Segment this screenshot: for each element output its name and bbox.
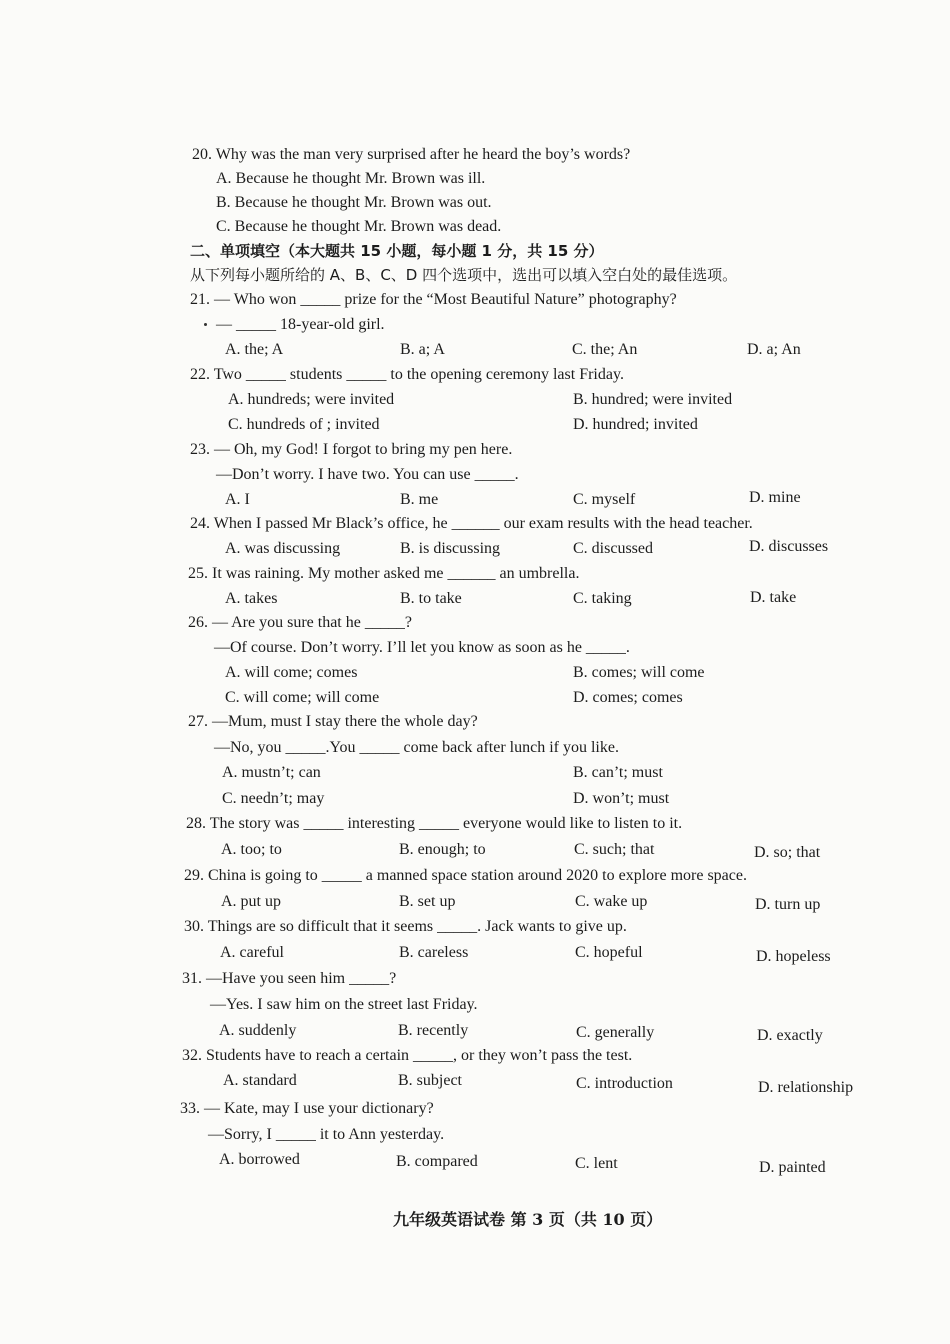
q28-option-a: A. too; to <box>221 841 282 858</box>
q25-option-a: A. takes <box>225 590 278 607</box>
q23-option-a: A. I <box>225 491 250 508</box>
q30-option-b: B. careless <box>399 944 469 961</box>
q28-option-d: D. so; that <box>754 844 821 861</box>
q20-option-b: B. Because he thought Mr. Brown was out. <box>216 194 492 211</box>
q33-option-a: A. borrowed <box>219 1151 300 1168</box>
q31-option-d: D. exactly <box>757 1027 823 1044</box>
q21-stem2: — _____ 18-year-old girl. <box>216 316 385 333</box>
q25-option-b: B. to take <box>400 590 462 607</box>
q22-stem: 22. Two _____ students _____ to the opening ceremony last Friday. <box>190 366 624 383</box>
q22-option-b: B. hundred; were invited <box>573 391 733 408</box>
q31-option-a: A. suddenly <box>219 1022 297 1039</box>
q33-option-d: D. painted <box>759 1159 826 1176</box>
q21-option-d: D. a; An <box>747 341 801 358</box>
q23-stem2: —Don’t worry. I have two. You can use _____. <box>216 466 519 483</box>
q27-option-c: C. needn’t; may <box>222 790 325 807</box>
q30-stem: 30. Things are so difficult that it seems _____. Jack wants to give up. <box>184 918 627 935</box>
section-instruction: 从下列每小题所给的 A、B、C、D 四个选项中，选出可以填入空白处的最佳选项。 <box>190 266 738 284</box>
q23-option-d: D. mine <box>749 489 801 506</box>
q23-stem: 23. — Oh, my God! I forgot to bring my pen here. <box>190 441 513 458</box>
scan-dot <box>204 323 207 326</box>
q26-option-b: B. comes; will come <box>573 664 705 681</box>
q21-stem: 21. — Who won _____ prize for the “Most Beautiful Nature” photography? <box>190 291 677 308</box>
q27-option-d: D. won’t; must <box>573 790 670 807</box>
q21-option-c: C. the; An <box>572 341 638 358</box>
q29-option-a: A. put up <box>221 893 281 910</box>
q26-option-d: D. comes; comes <box>573 689 683 706</box>
q23-option-b: B. me <box>400 491 439 508</box>
q25-option-c: C. taking <box>573 590 632 607</box>
q31-stem: 31. —Have you seen him _____? <box>182 970 397 987</box>
q32-option-c: C. introduction <box>576 1075 673 1092</box>
q20-option-c: C. Because he thought Mr. Brown was dead. <box>216 218 502 235</box>
q26-stem: 26. — Are you sure that he _____? <box>188 614 412 631</box>
q31-stem2: —Yes. I saw him on the street last Friday. <box>210 996 478 1013</box>
q33-stem2: —Sorry, I _____ it to Ann yesterday. <box>208 1126 445 1143</box>
q24-option-b: B. is discussing <box>400 540 501 557</box>
q25-option-d: D. take <box>750 589 797 606</box>
q24-option-a: A. was discussing <box>225 540 341 557</box>
q30-option-d: D. hopeless <box>756 948 831 965</box>
q29-option-d: D. turn up <box>755 896 821 913</box>
q33-option-c: C. lent <box>575 1155 618 1172</box>
q22-option-c: C. hundreds of ; invited <box>228 416 380 433</box>
q29-stem: 29. China is going to _____ a manned space station around 2020 to explore more space. <box>184 867 747 884</box>
q20-option-a: A. Because he thought Mr. Brown was ill. <box>216 170 486 187</box>
q22-option-a: A. hundreds; were invited <box>228 391 395 408</box>
q20-stem: 20. Why was the man very surprised after he heard the boy’s words? <box>192 146 631 163</box>
q32-option-d: D. relationship <box>758 1079 854 1096</box>
q27-stem: 27. —Mum, must I stay there the whole day? <box>188 713 478 730</box>
section-title: 二、单项填空（本大题共 15 小题，每小题 1 分，共 15 分） <box>190 242 604 260</box>
q30-option-a: A. careful <box>220 944 284 961</box>
q32-stem: 32. Students have to reach a certain _____, or they won’t pass the test. <box>182 1047 633 1064</box>
q28-stem: 28. The story was _____ interesting _____ everyone would like to listen to it. <box>186 815 683 832</box>
q27-option-a: A. mustn’t; can <box>222 764 321 781</box>
q25-stem: 25. It was raining. My mother asked me ______ an umbrella. <box>188 565 580 582</box>
q24-stem: 24. When I passed Mr Black’s office, he ______ our exam results with the head teacher. <box>190 515 753 532</box>
q26-option-c: C. will come; will come <box>225 689 380 706</box>
q24-option-d: D. discusses <box>749 538 829 555</box>
q29-option-c: C. wake up <box>575 893 648 910</box>
q31-option-b: B. recently <box>398 1022 469 1039</box>
q30-option-c: C. hopeful <box>575 944 643 961</box>
q28-option-b: B. enough; to <box>399 841 486 858</box>
q29-option-b: B. set up <box>399 893 456 910</box>
q22-option-d: D. hundred; invited <box>573 416 698 433</box>
q33-option-b: B. compared <box>396 1153 478 1170</box>
q26-stem2: —Of course. Don’t worry. I’ll let you know as soon as he _____. <box>214 639 630 656</box>
q26-option-a: A. will come; comes <box>225 664 358 681</box>
page-footer: 九年级英语试卷 第 3 页（共 10 页） <box>393 1210 663 1229</box>
q24-option-c: C. discussed <box>573 540 653 557</box>
q27-stem2: —No, you _____.You _____ come back after lunch if you like. <box>214 739 619 756</box>
q28-option-c: C. such; that <box>574 841 655 858</box>
q33-stem: 33. — Kate, may I use your dictionary? <box>180 1100 434 1117</box>
q23-option-c: C. myself <box>573 491 636 508</box>
q31-option-c: C. generally <box>576 1024 655 1041</box>
q21-option-a: A. the; A <box>225 341 284 358</box>
q32-option-a: A. standard <box>223 1072 297 1089</box>
q27-option-b: B. can’t; must <box>573 764 663 781</box>
q21-option-b: B. a; A <box>400 341 445 358</box>
q32-option-b: B. subject <box>398 1072 462 1089</box>
